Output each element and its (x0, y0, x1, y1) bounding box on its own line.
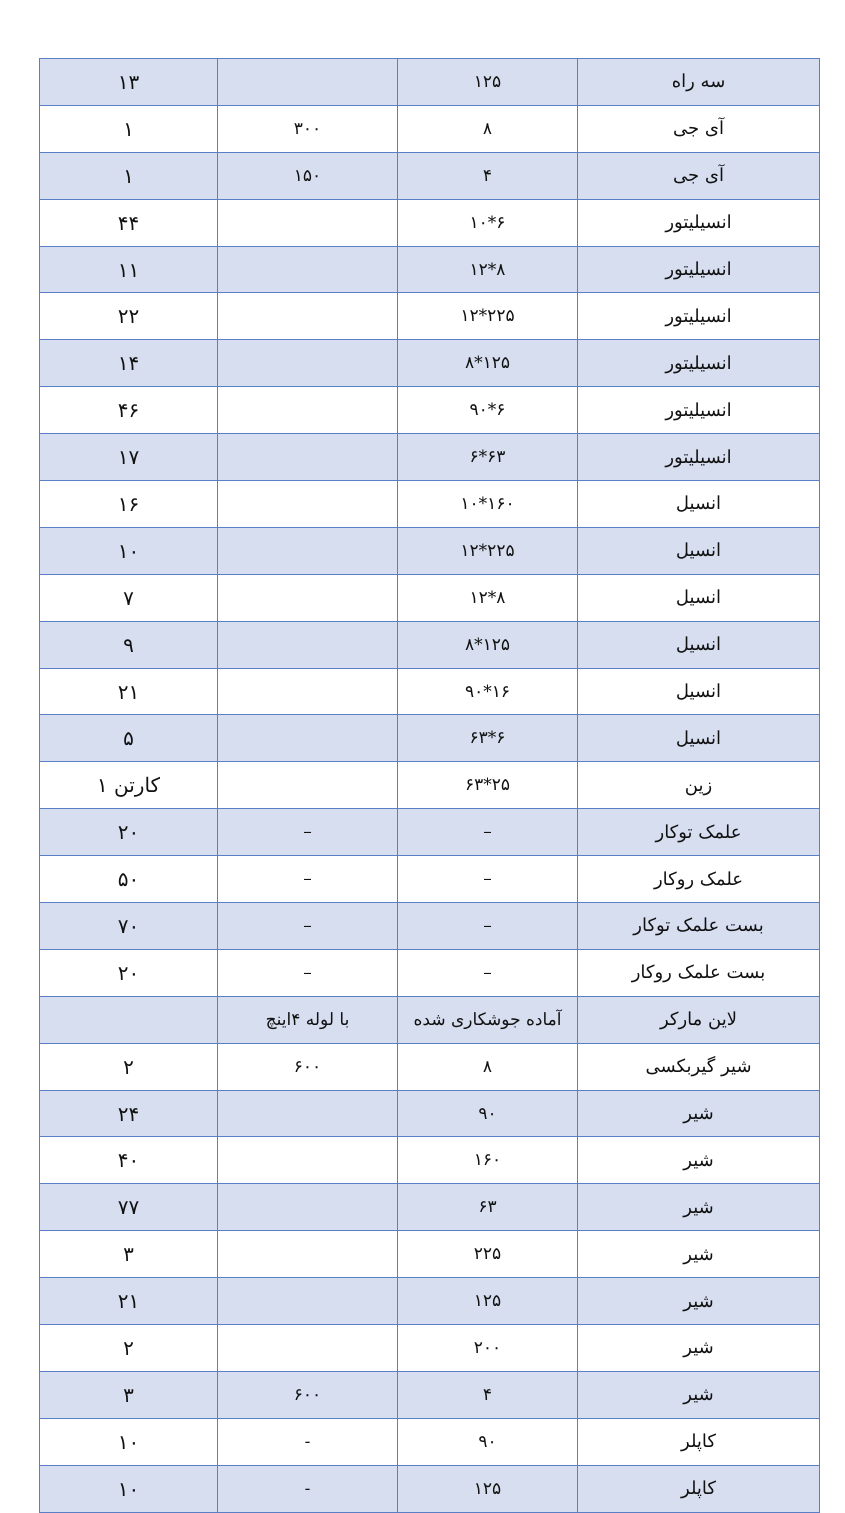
extra-spec-cell (218, 340, 398, 387)
extra-spec-cell (218, 1278, 398, 1325)
quantity-cell: ۷۰ (40, 903, 218, 950)
extra-spec-cell (218, 387, 398, 434)
quantity-cell: ۵ (40, 715, 218, 762)
quantity-cell: ۱۷ (40, 434, 218, 481)
quantity-cell: ۲۰ (40, 809, 218, 856)
size-cell: ۹۰*۶ (398, 387, 578, 434)
table-row (40, 1137, 820, 1184)
table-row (40, 246, 820, 293)
extra-spec-cell (218, 1325, 398, 1372)
size-cell: ۱۰*۱۶۰ (398, 481, 578, 528)
size-cell: ۶۳*۶ (398, 715, 578, 762)
table-row (40, 1278, 820, 1325)
size-cell: آماده جوشکاری شده (398, 996, 578, 1043)
table-row (40, 481, 820, 528)
size-cell: ۶۳ (398, 1184, 578, 1231)
size-cell: ۸*۱۲۵ (398, 340, 578, 387)
size-cell: ۸ (398, 1043, 578, 1090)
item-name-cell: بست علمک روکار (578, 949, 820, 996)
extra-spec-cell (218, 59, 398, 106)
size-cell: ۹۰*۱۶ (398, 668, 578, 715)
size-cell: ۲۲۵ (398, 1231, 578, 1278)
quantity-cell: ۱ (40, 152, 218, 199)
extra-spec-cell: - (218, 1465, 398, 1512)
item-name-cell: کاپلر (578, 1418, 820, 1465)
item-name-cell: لاین مارکر (578, 996, 820, 1043)
size-cell: ۱۲*۸ (398, 574, 578, 621)
table-row (40, 152, 820, 199)
table-row (40, 434, 820, 481)
item-name-cell: انسیل (578, 574, 820, 621)
item-name-cell: علمک روکار (578, 856, 820, 903)
table-row (40, 574, 820, 621)
inventory-sheet (39, 58, 819, 1513)
quantity-cell: ۱۱ (40, 246, 218, 293)
table-row (40, 527, 820, 574)
item-name-cell: انسیلیتور (578, 246, 820, 293)
size-cell: – (398, 903, 578, 950)
quantity-cell: ۲۱ (40, 668, 218, 715)
item-name-cell: انسیلیتور (578, 340, 820, 387)
item-name-cell: انسیلیتور (578, 293, 820, 340)
extra-spec-cell (218, 762, 398, 809)
quantity-cell: ۷ (40, 574, 218, 621)
item-name-cell: کاپلر (578, 1465, 820, 1512)
quantity-cell: ۱۰ (40, 1465, 218, 1512)
quantity-cell: کارتن ۱ (40, 762, 218, 809)
quantity-cell: ۴۴ (40, 199, 218, 246)
size-cell: – (398, 949, 578, 996)
item-name-cell: علمک توکار (578, 809, 820, 856)
size-cell: ۱۰*۶ (398, 199, 578, 246)
extra-spec-cell (218, 668, 398, 715)
table-row (40, 715, 820, 762)
item-name-cell: انسیلیتور (578, 199, 820, 246)
item-name-cell: شیر (578, 1184, 820, 1231)
size-cell: ۱۲۵ (398, 59, 578, 106)
size-cell: ۱۲*۲۲۵ (398, 293, 578, 340)
extra-spec-cell: – (218, 856, 398, 903)
extra-spec-cell (218, 715, 398, 762)
item-name-cell: انسیل (578, 715, 820, 762)
table-row (40, 105, 820, 152)
extra-spec-cell: – (218, 949, 398, 996)
extra-spec-cell (218, 527, 398, 574)
extra-spec-cell (218, 1231, 398, 1278)
inventory-table (39, 58, 820, 1513)
quantity-cell: ۲ (40, 1325, 218, 1372)
table-row (40, 293, 820, 340)
size-cell: ۶۳*۲۵ (398, 762, 578, 809)
quantity-cell: ۲۰ (40, 949, 218, 996)
item-name-cell: شیر (578, 1325, 820, 1372)
extra-spec-cell (218, 1090, 398, 1137)
table-row (40, 809, 820, 856)
size-cell: – (398, 809, 578, 856)
item-name-cell: بست علمک توکار (578, 903, 820, 950)
quantity-cell: ۱۴ (40, 340, 218, 387)
item-name-cell: شیر (578, 1371, 820, 1418)
quantity-cell: ۲ (40, 1043, 218, 1090)
extra-spec-cell (218, 481, 398, 528)
table-row (40, 1418, 820, 1465)
quantity-cell: ۳ (40, 1371, 218, 1418)
item-name-cell: انسیل (578, 668, 820, 715)
quantity-cell: ۲۲ (40, 293, 218, 340)
extra-spec-cell (218, 621, 398, 668)
quantity-cell: ۳ (40, 1231, 218, 1278)
extra-spec-cell: – (218, 809, 398, 856)
table-row (40, 1043, 820, 1090)
extra-spec-cell: ۶۰۰ (218, 1043, 398, 1090)
quantity-cell: ۷۷ (40, 1184, 218, 1231)
table-row (40, 1371, 820, 1418)
quantity-cell: ۱۰ (40, 1418, 218, 1465)
size-cell: ۹۰ (398, 1418, 578, 1465)
item-name-cell: انسیل (578, 481, 820, 528)
table-row (40, 1465, 820, 1512)
extra-spec-cell (218, 199, 398, 246)
size-cell: ۱۲۵ (398, 1465, 578, 1512)
table-row (40, 762, 820, 809)
table-row (40, 1090, 820, 1137)
item-name-cell: انسیلیتور (578, 387, 820, 434)
size-cell: ۲۰۰ (398, 1325, 578, 1372)
extra-spec-cell: – (218, 903, 398, 950)
extra-spec-cell (218, 293, 398, 340)
size-cell: – (398, 856, 578, 903)
size-cell: ۸ (398, 105, 578, 152)
item-name-cell: شیر (578, 1278, 820, 1325)
item-name-cell: انسیلیتور (578, 434, 820, 481)
quantity-cell: ۲۴ (40, 1090, 218, 1137)
item-name-cell: آی جی (578, 105, 820, 152)
item-name-cell: شیر گیربکسی (578, 1043, 820, 1090)
size-cell: ۹۰ (398, 1090, 578, 1137)
inventory-table-body (40, 59, 820, 1513)
table-row (40, 199, 820, 246)
table-row (40, 856, 820, 903)
item-name-cell: انسیل (578, 527, 820, 574)
extra-spec-cell: ۳۰۰ (218, 105, 398, 152)
quantity-cell: ۱ (40, 105, 218, 152)
extra-spec-cell: ۶۰۰ (218, 1371, 398, 1418)
quantity-cell: ۴۶ (40, 387, 218, 434)
quantity-cell: ۱۶ (40, 481, 218, 528)
size-cell: ۱۲*۸ (398, 246, 578, 293)
extra-spec-cell (218, 574, 398, 621)
quantity-cell: ۵۰ (40, 856, 218, 903)
item-name-cell: انسیل (578, 621, 820, 668)
extra-spec-cell: - (218, 1418, 398, 1465)
quantity-cell: ۴۰ (40, 1137, 218, 1184)
size-cell: ۴ (398, 152, 578, 199)
quantity-cell: ۲۱ (40, 1278, 218, 1325)
size-cell: ۴ (398, 1371, 578, 1418)
table-row (40, 387, 820, 434)
size-cell: ۱۲۵ (398, 1278, 578, 1325)
quantity-cell: ۱۰ (40, 527, 218, 574)
extra-spec-cell (218, 1184, 398, 1231)
size-cell: ۶*۶۳ (398, 434, 578, 481)
table-row (40, 949, 820, 996)
table-row (40, 668, 820, 715)
table-row (40, 621, 820, 668)
size-cell: ۱۶۰ (398, 1137, 578, 1184)
item-name-cell: شیر (578, 1137, 820, 1184)
extra-spec-cell: ۱۵۰ (218, 152, 398, 199)
extra-spec-cell: با لوله ۴اینچ (218, 996, 398, 1043)
item-name-cell: شیر (578, 1090, 820, 1137)
item-name-cell: آی جی (578, 152, 820, 199)
extra-spec-cell (218, 434, 398, 481)
table-row (40, 903, 820, 950)
extra-spec-cell (218, 1137, 398, 1184)
table-row (40, 1184, 820, 1231)
table-row (40, 59, 820, 106)
table-row (40, 340, 820, 387)
size-cell: ۱۲*۲۲۵ (398, 527, 578, 574)
item-name-cell: زین (578, 762, 820, 809)
size-cell: ۸*۱۲۵ (398, 621, 578, 668)
table-row (40, 1231, 820, 1278)
quantity-cell: ۱۳ (40, 59, 218, 106)
table-row (40, 996, 820, 1043)
table-row (40, 1325, 820, 1372)
quantity-cell: ۹ (40, 621, 218, 668)
item-name-cell: شیر (578, 1231, 820, 1278)
quantity-cell (40, 996, 218, 1043)
extra-spec-cell (218, 246, 398, 293)
item-name-cell: سه راه (578, 59, 820, 106)
